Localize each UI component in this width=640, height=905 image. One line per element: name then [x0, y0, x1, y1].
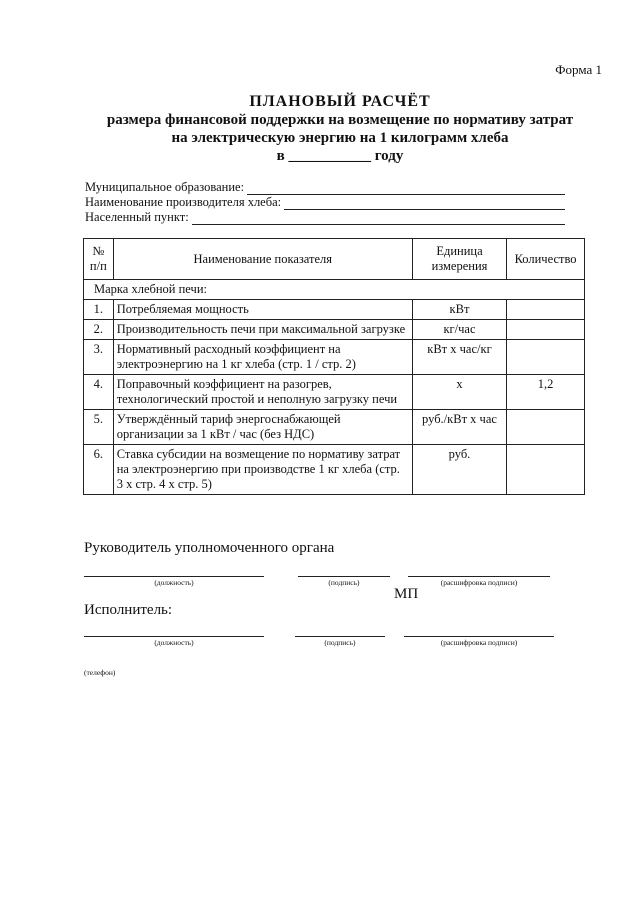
table-row [84, 340, 585, 375]
stamp-place-label: МП [394, 586, 419, 602]
row-num: 3. [84, 340, 114, 375]
row-unit: руб. [412, 445, 506, 495]
row-num: 5. [84, 410, 114, 445]
row-name: Нормативный расходный коэффициент на электроэнергию на 1 кг хлеба (стр. 1 / стр. 2) [113, 340, 412, 375]
table-row [84, 300, 585, 320]
executor-signature-line[interactable] [295, 635, 385, 637]
title-line-3: на электрическую энергию на 1 килограмм хлеба [171, 130, 509, 146]
row-qty[interactable] [507, 300, 585, 320]
table-row [84, 375, 585, 410]
calculation-table [83, 238, 585, 495]
row-name: Поправочный коэффициент на разогрев, технологический простой и неполную загрузку печи [113, 375, 412, 410]
table-row [84, 320, 585, 340]
form-number-label: Форма 1 [555, 62, 602, 77]
header-name: Наименование показателя [113, 239, 412, 280]
row-unit: кВт х час/кг [412, 340, 506, 375]
row-num: 6. [84, 445, 114, 495]
head-decoding-line[interactable] [408, 575, 550, 577]
row-unit: руб./кВт х час [412, 410, 506, 445]
row-qty[interactable] [507, 340, 585, 375]
executor-decoding-caption: (расшифровка подписи) [440, 638, 518, 647]
row-unit: х [412, 375, 506, 410]
head-decoding-caption: (расшифровка подписи) [440, 578, 518, 587]
header-qty: Количество [507, 239, 585, 280]
fill-line [192, 213, 565, 225]
executor-decoding-line[interactable] [404, 635, 554, 637]
row-unit: кВт [412, 300, 506, 320]
head-position-line[interactable] [84, 575, 264, 577]
phone-caption: (телефон) [84, 668, 116, 677]
row-num: 2. [84, 320, 114, 340]
title-line-2: размера финансовой поддержки на возмещение по нормативу затрат [106, 112, 574, 128]
row-num: 1. [84, 300, 114, 320]
row-name: Ставка субсидии на возмещение по нормативу затрат на электроэнергию при производстве 1 кг хлеба (стр. 3 х стр. 4 х стр. 5) [113, 445, 412, 495]
header-num: № п/п [84, 239, 114, 280]
row-qty[interactable]: 1,2 [507, 375, 585, 410]
title-main: ПЛАНОВЫЙ РАСЧЁТ [249, 93, 431, 110]
title-line-4: в ___________ году [276, 148, 404, 164]
field-municipality[interactable] [85, 180, 565, 195]
row-qty[interactable] [507, 410, 585, 445]
field-label: Наименование производителя хлеба: [85, 195, 282, 209]
row-name: Утверждённый тариф энергоснабжающей организации за 1 кВт / час (без НДС) [113, 410, 412, 445]
row-qty[interactable] [507, 320, 585, 340]
field-label: Населенный пункт: [85, 210, 189, 224]
row-name: Производительность печи при максимальной загрузке [113, 320, 412, 340]
head-position-caption: (должность) [154, 578, 194, 587]
executor-position-caption: (должность) [154, 638, 194, 647]
row-qty[interactable] [507, 445, 585, 495]
document-title [80, 92, 600, 165]
row-unit: кг/час [412, 320, 506, 340]
table-section-row [84, 280, 585, 300]
fill-line [247, 183, 565, 195]
table-row [84, 445, 585, 495]
table-header-row [84, 239, 585, 280]
head-signature-label: Руководитель уполномоченного органа [84, 540, 335, 556]
executor-signature-caption: (подпись) [324, 638, 356, 647]
head-signature-caption: (подпись) [328, 578, 360, 587]
header-fields [85, 180, 565, 225]
field-label: Муниципальное образование: [85, 180, 245, 194]
header-unit: Единица измерения [412, 239, 506, 280]
executor-position-line[interactable] [84, 635, 264, 637]
head-signature-line[interactable] [298, 575, 390, 577]
table-row [84, 410, 585, 445]
field-locality[interactable] [85, 210, 565, 225]
fill-line [284, 198, 565, 210]
row-name: Потребляемая мощность [113, 300, 412, 320]
row-num: 4. [84, 375, 114, 410]
executor-label: Исполнитель: [84, 602, 173, 618]
field-producer[interactable] [85, 195, 565, 210]
oven-brand-label: Марка хлебной печи: [84, 280, 585, 300]
